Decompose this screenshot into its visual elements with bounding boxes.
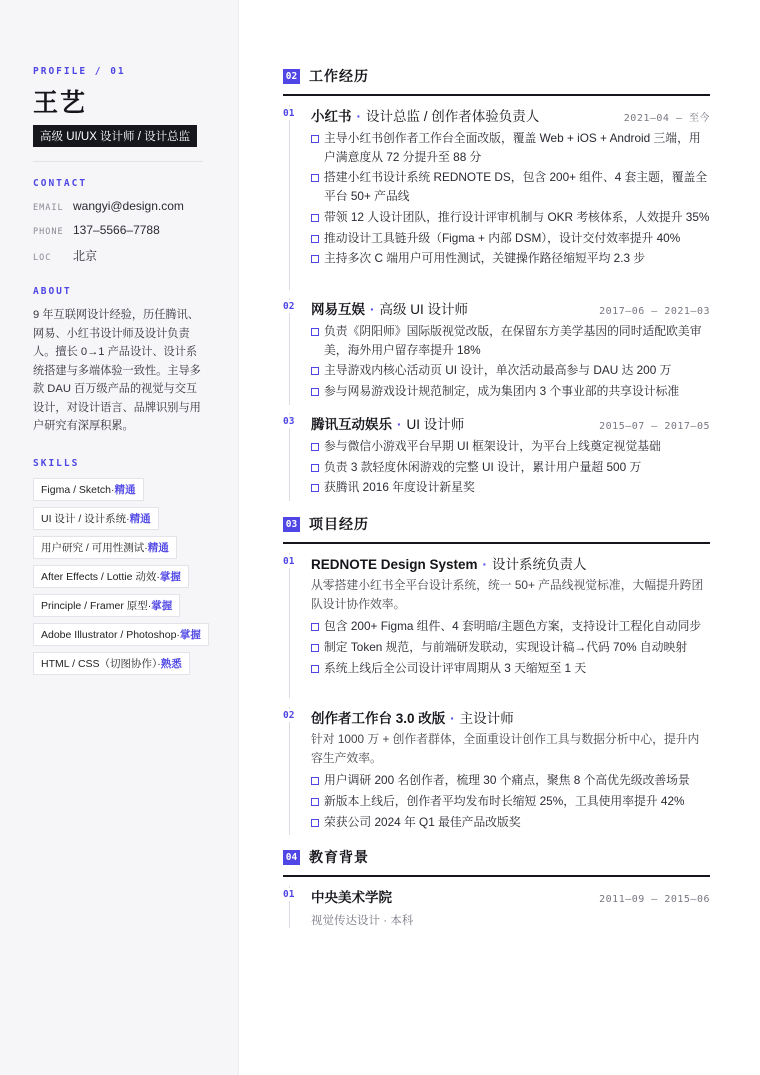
bullet-item: 主导游戏内核心活动页 UI 设计，单次活动最高参与 DAU 达 200 万 <box>311 361 710 380</box>
bullet-item: 负责 3 款轻度休闲游戏的完整 UI 设计，累计用户量超 500 万 <box>311 458 710 477</box>
skill-name: 用户研究 / 可用性测试· <box>41 541 148 554</box>
projects-section-header <box>283 514 710 544</box>
skill-name: After Effects / Lottie 动效· <box>41 570 160 583</box>
contact-email-row <box>33 199 214 213</box>
skill-name: Principle / Framer 原型· <box>41 599 152 612</box>
entry-title: 腾讯互动娱乐 · UI 设计师 <box>311 417 465 432</box>
about-heading: ABOUT <box>33 286 72 297</box>
entry-number: 01 <box>283 556 295 567</box>
role-name: 高级 UI 设计师 <box>379 302 469 317</box>
skill-name: UI 设计 / 设计系统· <box>41 512 130 525</box>
education-section-header <box>283 847 710 877</box>
skill-level: 精通 <box>129 512 151 525</box>
bullet-item: 带领 12 人设计团队，推行设计评审机制与 OKR 考核体系，人效提升 35% <box>311 208 710 227</box>
bullet-item: 搭建小红书设计系统 REDNOTE DS，包含 200+ 组件、4 套主题，覆盖全平台 50+ 产品线 <box>311 168 710 205</box>
bullet-item: 获腾讯 2016 年度设计新星奖 <box>311 478 710 497</box>
skill-tag <box>33 565 189 588</box>
bullet-item: 推动设计工具链升级（Figma + 内部 DSM），设计交付效率提升 40% <box>311 229 710 248</box>
contact-heading: CONTACT <box>33 178 88 189</box>
skill-name: HTML / CSS（切图协作）· <box>41 657 161 670</box>
skill-level: 熟悉 <box>160 657 182 670</box>
school-name: 中央美术学院 <box>311 890 392 905</box>
location-value: 北京 <box>73 249 98 263</box>
timeline-line <box>289 553 290 698</box>
timeline-line <box>289 105 290 290</box>
contact-list <box>33 199 214 264</box>
entry-date: 2015–07 — 2017–05 <box>599 421 710 432</box>
entry-title: 创作者工作台 3.0 改版 · 主设计师 <box>311 711 514 726</box>
skill-level: 精通 <box>114 483 136 496</box>
project-entry <box>283 707 710 835</box>
entry-number: 01 <box>283 108 295 119</box>
role-name: 设计总监 / 创作者体验负责人 <box>366 109 540 124</box>
work-entry <box>283 298 710 405</box>
project-name: 创作者工作台 3.0 改版 <box>311 711 446 726</box>
work-entry <box>283 105 710 290</box>
entry-date: 2017–06 — 2021–03 <box>599 306 710 317</box>
bullet-list <box>311 771 710 831</box>
skill-tag <box>33 594 180 617</box>
skill-tag <box>33 507 159 530</box>
bullet-item: 制定 Token 规范，与前端研发联动，实现设计稿→代码 70% 自动映射 <box>311 638 710 657</box>
timeline-line <box>289 298 290 405</box>
degree-info: 视觉传达设计 · 本科 <box>311 915 414 927</box>
contact-key: PHONE <box>33 227 64 237</box>
timeline-line <box>289 707 290 835</box>
contact-phone-row <box>33 223 214 237</box>
bullet-list <box>311 617 710 677</box>
company-name: 小红书 <box>311 109 352 124</box>
entry-date: 2021–04 — 至今 <box>623 113 710 124</box>
bullet-item: 主持多次 C 端用户可用性测试，关键操作路径缩短平均 2.3 步 <box>311 249 710 268</box>
role-name: 设计系统负责人 <box>492 557 587 572</box>
project-description: 针对 1000 万 + 创作者群体，全面重设计创作工具与数据分析中心，提升内容生产效率。 <box>311 732 700 765</box>
entry-date: 2011–09 — 2015–06 <box>599 894 710 905</box>
bullet-item: 系统上线后全公司设计评审周期从 3 天缩短至 1 天 <box>311 659 710 678</box>
contact-location-row <box>33 247 214 264</box>
skill-name: Figma / Sketch· <box>41 483 115 496</box>
company-name: 网易互娱 <box>311 302 365 317</box>
bullet-item: 参与微信小游戏平台早期 UI 框架设计，为平台上线奠定视觉基础 <box>311 437 710 456</box>
contact-key: LOC <box>33 253 52 263</box>
skill-tag <box>33 623 209 646</box>
skill-level: 掌握 <box>179 628 201 641</box>
bullet-item: 负责《阴阳师》国际版视觉改版，在保留东方美学基因的同时适配欧美审美，海外用户留存率提升 18% <box>311 322 710 359</box>
entry-title: REDNOTE Design System · 设计系统负责人 <box>311 557 587 572</box>
contact-key: EMAIL <box>33 203 64 213</box>
entry-number: 03 <box>283 416 295 427</box>
sidebar-divider <box>33 161 203 162</box>
work-section-header <box>283 66 710 96</box>
skill-tag <box>33 536 177 559</box>
entry-number: 01 <box>283 889 295 900</box>
entry-title: 网易互娱 · 高级 UI 设计师 <box>311 302 469 317</box>
job-title-badge: 高级 UI/UX 设计师 / 设计总监 <box>33 125 197 147</box>
company-name: 腾讯互动娱乐 <box>311 417 392 432</box>
candidate-name: 王艺 <box>33 89 88 117</box>
about-text: 9 年互联网设计经验，历任腾讯、网易、小红书设计师及设计负责人。擅长 0→1 产品设计、设计系统搭建与多端体验一致性。主导多款 DAU 百万级产品的视觉与交互设计，对设计语言、品牌识别与用户研究有深厚积累。 <box>33 309 201 432</box>
skill-level: 精通 <box>147 541 169 554</box>
education-entry <box>283 886 710 928</box>
section-title: 项目经历 <box>309 516 369 532</box>
section-number: 03 <box>283 517 300 532</box>
work-entry <box>283 413 710 501</box>
bullet-item: 荣获公司 2024 年 Q1 最佳产品改版奖 <box>311 813 710 832</box>
bullet-item: 包含 200+ Figma 组件、4 套明暗/主题色方案，支持设计工程化自动同步 <box>311 617 710 636</box>
skill-tag <box>33 478 144 501</box>
project-name: REDNOTE Design System <box>311 557 478 572</box>
bullet-list <box>311 129 710 268</box>
section-number: 02 <box>283 69 300 84</box>
section-number: 04 <box>283 850 300 865</box>
project-entry <box>283 553 710 698</box>
project-description: 从零搭建小红书全平台设计系统，统一 50+ 产品线视觉标准，大幅提升跨团队设计协作效率。 <box>311 578 704 611</box>
entry-number: 02 <box>283 710 295 721</box>
entry-number: 02 <box>283 301 295 312</box>
bullet-list <box>311 437 710 497</box>
section-title: 工作经历 <box>309 68 369 84</box>
skills-list <box>33 478 214 675</box>
bullet-list <box>311 322 710 401</box>
bullet-item: 主导小红书创作者工作台全面改版，覆盖 Web + iOS + Android 三端，用户满意度从 72 分提升至 88 分 <box>311 129 710 166</box>
profile-kicker: PROFILE / 01 <box>33 66 126 77</box>
skill-tag <box>33 652 190 675</box>
bullet-item: 用户调研 200 名创作者，梳理 30 个痛点，聚焦 8 个高优先级改善场景 <box>311 771 710 790</box>
skill-level: 掌握 <box>151 599 173 612</box>
skill-level: 掌握 <box>159 570 181 583</box>
bullet-item: 参与网易游戏设计规范制定，成为集团内 3 个事业部的共享设计标准 <box>311 382 710 401</box>
bullet-item: 新版本上线后，创作者平均发布时长缩短 25%，工具使用率提升 42% <box>311 792 710 811</box>
entry-title: 小红书 · 设计总监 / 创作者体验负责人 <box>311 109 540 124</box>
role-name: UI 设计师 <box>406 417 465 432</box>
phone-link[interactable]: 137–5566–7788 <box>73 223 160 237</box>
sidebar <box>0 0 239 1075</box>
skill-name: Adobe Illustrator / Photoshop· <box>41 628 180 641</box>
email-link[interactable]: wangyi@design.com <box>73 199 184 213</box>
role-name: 主设计师 <box>459 711 514 726</box>
skills-heading: SKILLS <box>33 457 80 469</box>
section-title: 教育背景 <box>309 849 369 865</box>
